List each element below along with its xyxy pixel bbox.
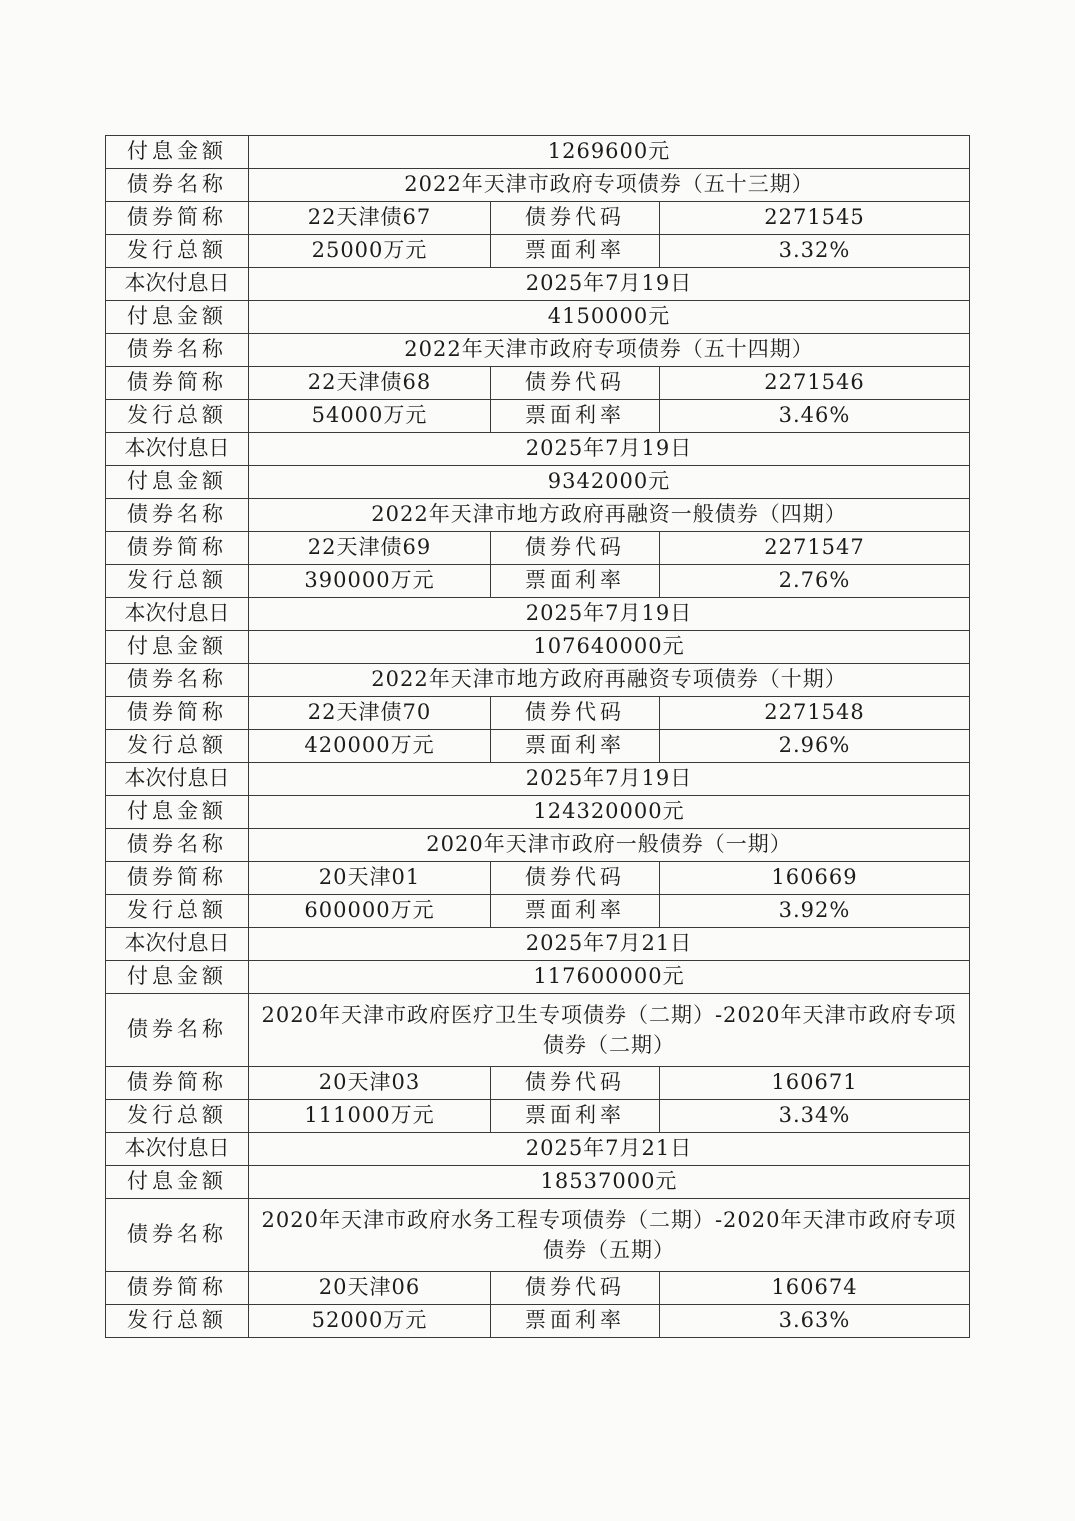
bond-date: 2025年7月21日 — [249, 928, 970, 961]
bond-amount: 107640000元 — [249, 631, 970, 664]
bond-total: 390000万元 — [249, 565, 491, 598]
total-label: 发行总额 — [106, 730, 249, 763]
short-label: 债券简称 — [106, 862, 249, 895]
amount-label: 付息金额 — [106, 631, 249, 664]
bond-amount: 18537000元 — [249, 1166, 970, 1199]
bond-rate: 3.92% — [660, 895, 970, 928]
table-row — [106, 895, 970, 928]
table-row — [106, 565, 970, 598]
date-label: 本次付息日 — [106, 268, 249, 301]
bond-name: 2022年天津市政府专项债券（五十三期） — [249, 169, 970, 202]
bond-code: 160674 — [660, 1272, 970, 1305]
table-row — [106, 334, 970, 367]
date-label: 本次付息日 — [106, 763, 249, 796]
rate-label: 票面利率 — [491, 235, 660, 268]
table-row — [106, 664, 970, 697]
amount-value: 1269600元 — [249, 136, 970, 169]
table-row — [106, 136, 970, 169]
table-row — [106, 1166, 970, 1199]
table-row — [106, 631, 970, 664]
table-row — [106, 235, 970, 268]
bond-date: 2025年7月21日 — [249, 1133, 970, 1166]
table-row — [106, 1133, 970, 1166]
code-label: 债券代码 — [491, 862, 660, 895]
table-row — [106, 532, 970, 565]
bond-code: 2271548 — [660, 697, 970, 730]
table-row — [106, 301, 970, 334]
bond-short-name: 22天津债67 — [249, 202, 491, 235]
table-row — [106, 367, 970, 400]
bond-total: 52000万元 — [249, 1305, 491, 1338]
short-label: 债券简称 — [106, 1067, 249, 1100]
table-row — [106, 1067, 970, 1100]
table-row — [106, 994, 970, 1067]
bond-short-name: 22天津债69 — [249, 532, 491, 565]
bond-code: 160669 — [660, 862, 970, 895]
table-row — [106, 1100, 970, 1133]
table-row — [106, 400, 970, 433]
table-row — [106, 961, 970, 994]
bond-total: 25000万元 — [249, 235, 491, 268]
bond-total: 600000万元 — [249, 895, 491, 928]
bond-amount: 124320000元 — [249, 796, 970, 829]
amount-label: 付息金额 — [106, 961, 249, 994]
bond-rate: 2.96% — [660, 730, 970, 763]
bond-rate: 2.76% — [660, 565, 970, 598]
bond-short-name: 22天津债68 — [249, 367, 491, 400]
date-label: 本次付息日 — [106, 1133, 249, 1166]
amount-label: 付息金额 — [106, 136, 249, 169]
date-label: 本次付息日 — [106, 433, 249, 466]
short-label: 债券简称 — [106, 697, 249, 730]
bond-name: 2020年天津市政府水务工程专项债券（二期）-2020年天津市政府专项债券（五期） — [249, 1199, 970, 1272]
table-row — [106, 169, 970, 202]
bond-short-name: 22天津债70 — [249, 697, 491, 730]
code-label: 债券代码 — [491, 697, 660, 730]
table-row — [106, 499, 970, 532]
short-label: 债券简称 — [106, 1272, 249, 1305]
name-label: 债券名称 — [106, 994, 249, 1067]
table-row — [106, 1305, 970, 1338]
code-label: 债券代码 — [491, 532, 660, 565]
table-row — [106, 1199, 970, 1272]
bond-code: 160671 — [660, 1067, 970, 1100]
bond-rate: 3.46% — [660, 400, 970, 433]
bond-date: 2025年7月19日 — [249, 763, 970, 796]
total-label: 发行总额 — [106, 1100, 249, 1133]
bond-total: 420000万元 — [249, 730, 491, 763]
table-row — [106, 202, 970, 235]
bond-rate: 3.63% — [660, 1305, 970, 1338]
short-label: 债券简称 — [106, 367, 249, 400]
bond-amount: 4150000元 — [249, 301, 970, 334]
date-label: 本次付息日 — [106, 598, 249, 631]
rate-label: 票面利率 — [491, 1100, 660, 1133]
bond-rate: 3.34% — [660, 1100, 970, 1133]
table-row — [106, 829, 970, 862]
rate-label: 票面利率 — [491, 730, 660, 763]
code-label: 债券代码 — [491, 1272, 660, 1305]
bond-interest-table — [105, 135, 970, 1338]
table-row — [106, 730, 970, 763]
table-row — [106, 466, 970, 499]
bond-total: 111000万元 — [249, 1100, 491, 1133]
amount-label: 付息金额 — [106, 796, 249, 829]
name-label: 债券名称 — [106, 829, 249, 862]
code-label: 债券代码 — [491, 202, 660, 235]
short-label: 债券简称 — [106, 202, 249, 235]
bond-name: 2022年天津市政府专项债券（五十四期） — [249, 334, 970, 367]
total-label: 发行总额 — [106, 1305, 249, 1338]
table-row — [106, 433, 970, 466]
total-label: 发行总额 — [106, 400, 249, 433]
total-label: 发行总额 — [106, 895, 249, 928]
bond-short-name: 20天津03 — [249, 1067, 491, 1100]
rate-label: 票面利率 — [491, 1305, 660, 1338]
bond-name: 2020年天津市政府医疗卫生专项债券（二期）-2020年天津市政府专项债券（二期） — [249, 994, 970, 1067]
name-label: 债券名称 — [106, 499, 249, 532]
bond-amount: 9342000元 — [249, 466, 970, 499]
amount-label: 付息金额 — [106, 301, 249, 334]
code-label: 债券代码 — [491, 1067, 660, 1100]
bond-short-name: 20天津01 — [249, 862, 491, 895]
table-row — [106, 697, 970, 730]
bond-rate: 3.32% — [660, 235, 970, 268]
bond-code: 2271545 — [660, 202, 970, 235]
amount-label: 付息金额 — [106, 1166, 249, 1199]
total-label: 发行总额 — [106, 565, 249, 598]
rate-label: 票面利率 — [491, 565, 660, 598]
bond-date: 2025年7月19日 — [249, 268, 970, 301]
bond-name: 2022年天津市地方政府再融资一般债券（四期） — [249, 499, 970, 532]
table-row — [106, 763, 970, 796]
name-label: 债券名称 — [106, 664, 249, 697]
table-row — [106, 928, 970, 961]
bond-name: 2022年天津市地方政府再融资专项债券（十期） — [249, 664, 970, 697]
name-label: 债券名称 — [106, 334, 249, 367]
bond-code: 2271547 — [660, 532, 970, 565]
bond-date: 2025年7月19日 — [249, 598, 970, 631]
bond-short-name: 20天津06 — [249, 1272, 491, 1305]
bond-date: 2025年7月19日 — [249, 433, 970, 466]
bond-total: 54000万元 — [249, 400, 491, 433]
table-row — [106, 862, 970, 895]
short-label: 债券简称 — [106, 532, 249, 565]
rate-label: 票面利率 — [491, 400, 660, 433]
table-row — [106, 268, 970, 301]
total-label: 发行总额 — [106, 235, 249, 268]
rate-label: 票面利率 — [491, 895, 660, 928]
bond-name: 2020年天津市政府一般债券（一期） — [249, 829, 970, 862]
table-row — [106, 598, 970, 631]
bond-code: 2271546 — [660, 367, 970, 400]
code-label: 债券代码 — [491, 367, 660, 400]
date-label: 本次付息日 — [106, 928, 249, 961]
table-row — [106, 1272, 970, 1305]
bond-amount: 117600000元 — [249, 961, 970, 994]
amount-label: 付息金额 — [106, 466, 249, 499]
name-label: 债券名称 — [106, 1199, 249, 1272]
name-label: 债券名称 — [106, 169, 249, 202]
table-row — [106, 796, 970, 829]
